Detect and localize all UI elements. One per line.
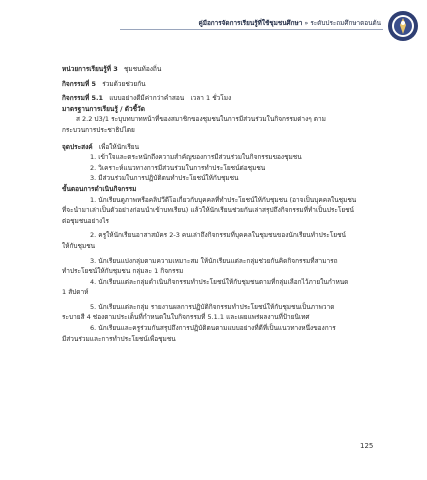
institution-logo-icon [387,10,419,42]
step-paragraph [62,302,374,323]
unit-value: ชุมชนท้องถิ่น [124,65,162,73]
objectives-heading: จุดประสงค์ [62,142,93,151]
page-header [0,6,427,36]
header-title-main: คู่มือการจัดการเรียนรู้ที่ใช้ชุมชนศึกษา [198,19,303,27]
header-separator: » [304,19,309,27]
objectives-line [62,142,374,153]
step-paragraph [62,195,374,227]
page-number: 125 [360,442,374,450]
step-line: 2. ครูให้นักเรียนอาสาสมัคร 2-3 คนเล่าถึงกิจกรรมที่บุคคลในชุมชนของนักเรียนทำประโยชน์ [90,231,346,240]
step-line: 5. นักเรียนแต่ละกลุ่ม รายงานผลการปฏิบัติกิจกรรมทำประโยชน์ให้กับชุมชนเป็นภาพวาด [90,302,335,311]
sub-activity-time: เวลา 1 ชั่วโมง [190,94,232,103]
step-paragraph [62,323,374,344]
document-body [62,64,374,344]
step-line: 1. นักเรียนดูภาพหรือคลิปวีดีโอเกี่ยวกับบุคคลที่ทำประโยชน์ให้กับชุมชน (อาจเป็นบุคคลในชุมชน [90,195,357,204]
step-line: ต่อชุมชนอย่างไร [62,216,109,225]
unit-line [62,64,374,75]
objective-item: 2. วิเคราะห์แนวทางการมีส่วนร่วมในการทำประโยชน์ต่อชุมชน [90,163,266,172]
sub-activity-value: แบบอย่างดีมีค่ากว่าคำสอน [109,94,185,103]
standards-line-2: กระบวนการประชาธิปไตย [62,125,135,134]
objectives-intro: เพื่อให้นักเรียน [98,142,140,151]
steps-heading: ขั้นตอนการดำเนินกิจกรรม [62,184,137,193]
step-line: 1 สัปดาห์ [62,288,89,297]
step-paragraph [62,230,374,251]
standards-heading: มาตรฐานการเรียนรู้ / ตัวชี้วัด [62,104,145,113]
activity-label: กิจกรรมที่ 5 [62,79,97,88]
sub-activity-label: กิจกรรมที่ 5.1 [62,94,104,103]
sub-activity-line [62,93,374,104]
unit-label: หน่วยการเรียนรู้ที่ 3 [62,65,118,73]
step-line: 6. นักเรียนและครูร่วมกันสรุปถึงการปฏิบัติตนตามแบบอย่างที่ดีที่เป็นแนวทางหนึ่งของการ [90,324,336,333]
activity-line [62,79,374,90]
header-divider [120,29,383,30]
header-subtitle: ระดับประถมศึกษาตอนต้น [310,19,381,27]
step-line: มีส่วนร่วมและการทำประโยชน์เพื่อชุมชน [62,334,176,343]
objective-item: 1. เข้าใจและตระหนักถึงความสำคัญของการมีส่วนร่วมในกิจกรรมของชุมชน [90,153,302,162]
step-line: 3. นักเรียนแบ่งกลุ่มตามความเหมาะสม ให้นักเรียนแต่ละกลุ่มช่วยกันคิดกิจกรรมที่สามารถ [90,256,338,265]
step-paragraph [62,277,374,298]
step-line: ให้กับชุมชน [62,241,96,250]
standards-line-1: ส 2.2 ป3/1 ระบุบทบาทหน้าที่ของสมาชิกของชุมชนในการมีส่วนร่วมในกิจกรรมต่างๆ ตาม [76,115,326,124]
objective-item: 3. มีส่วนร่วมในการปฏิบัติตนทำประโยชน์ให้กับชุมชน [90,174,239,183]
activity-value: ร่วมด้วยช่วยกัน [102,79,146,88]
step-line: ทำประโยชน์ให้กับชุมชน กลุ่มละ 1 กิจกรรม [62,267,184,276]
step-line: ระบายสี 4 ช่องตามประเด็นที่กำหนดในใบกิจกรรมที่ 5.1.1 และเผยแพร่ผลงานที่ป้ายนิเทศ [62,313,310,322]
step-line: 4. นักเรียนแต่ละกลุ่มดำเนินกิจกรรมทำประโยชน์ให้กับชุมชนตามที่กลุ่มเลือกไว้ภายในกำหนด [90,277,349,286]
header-title [198,18,381,28]
step-paragraph [62,256,374,277]
step-line: ที่จะนำมาเล่าเป็นตัวอย่างก่อนนำเข้าบทเรียน) แล้วให้นักเรียนช่วยกันเล่าสรุปถึงกิจกรรมที่ทำเป็นประโยชน์ [62,206,354,215]
